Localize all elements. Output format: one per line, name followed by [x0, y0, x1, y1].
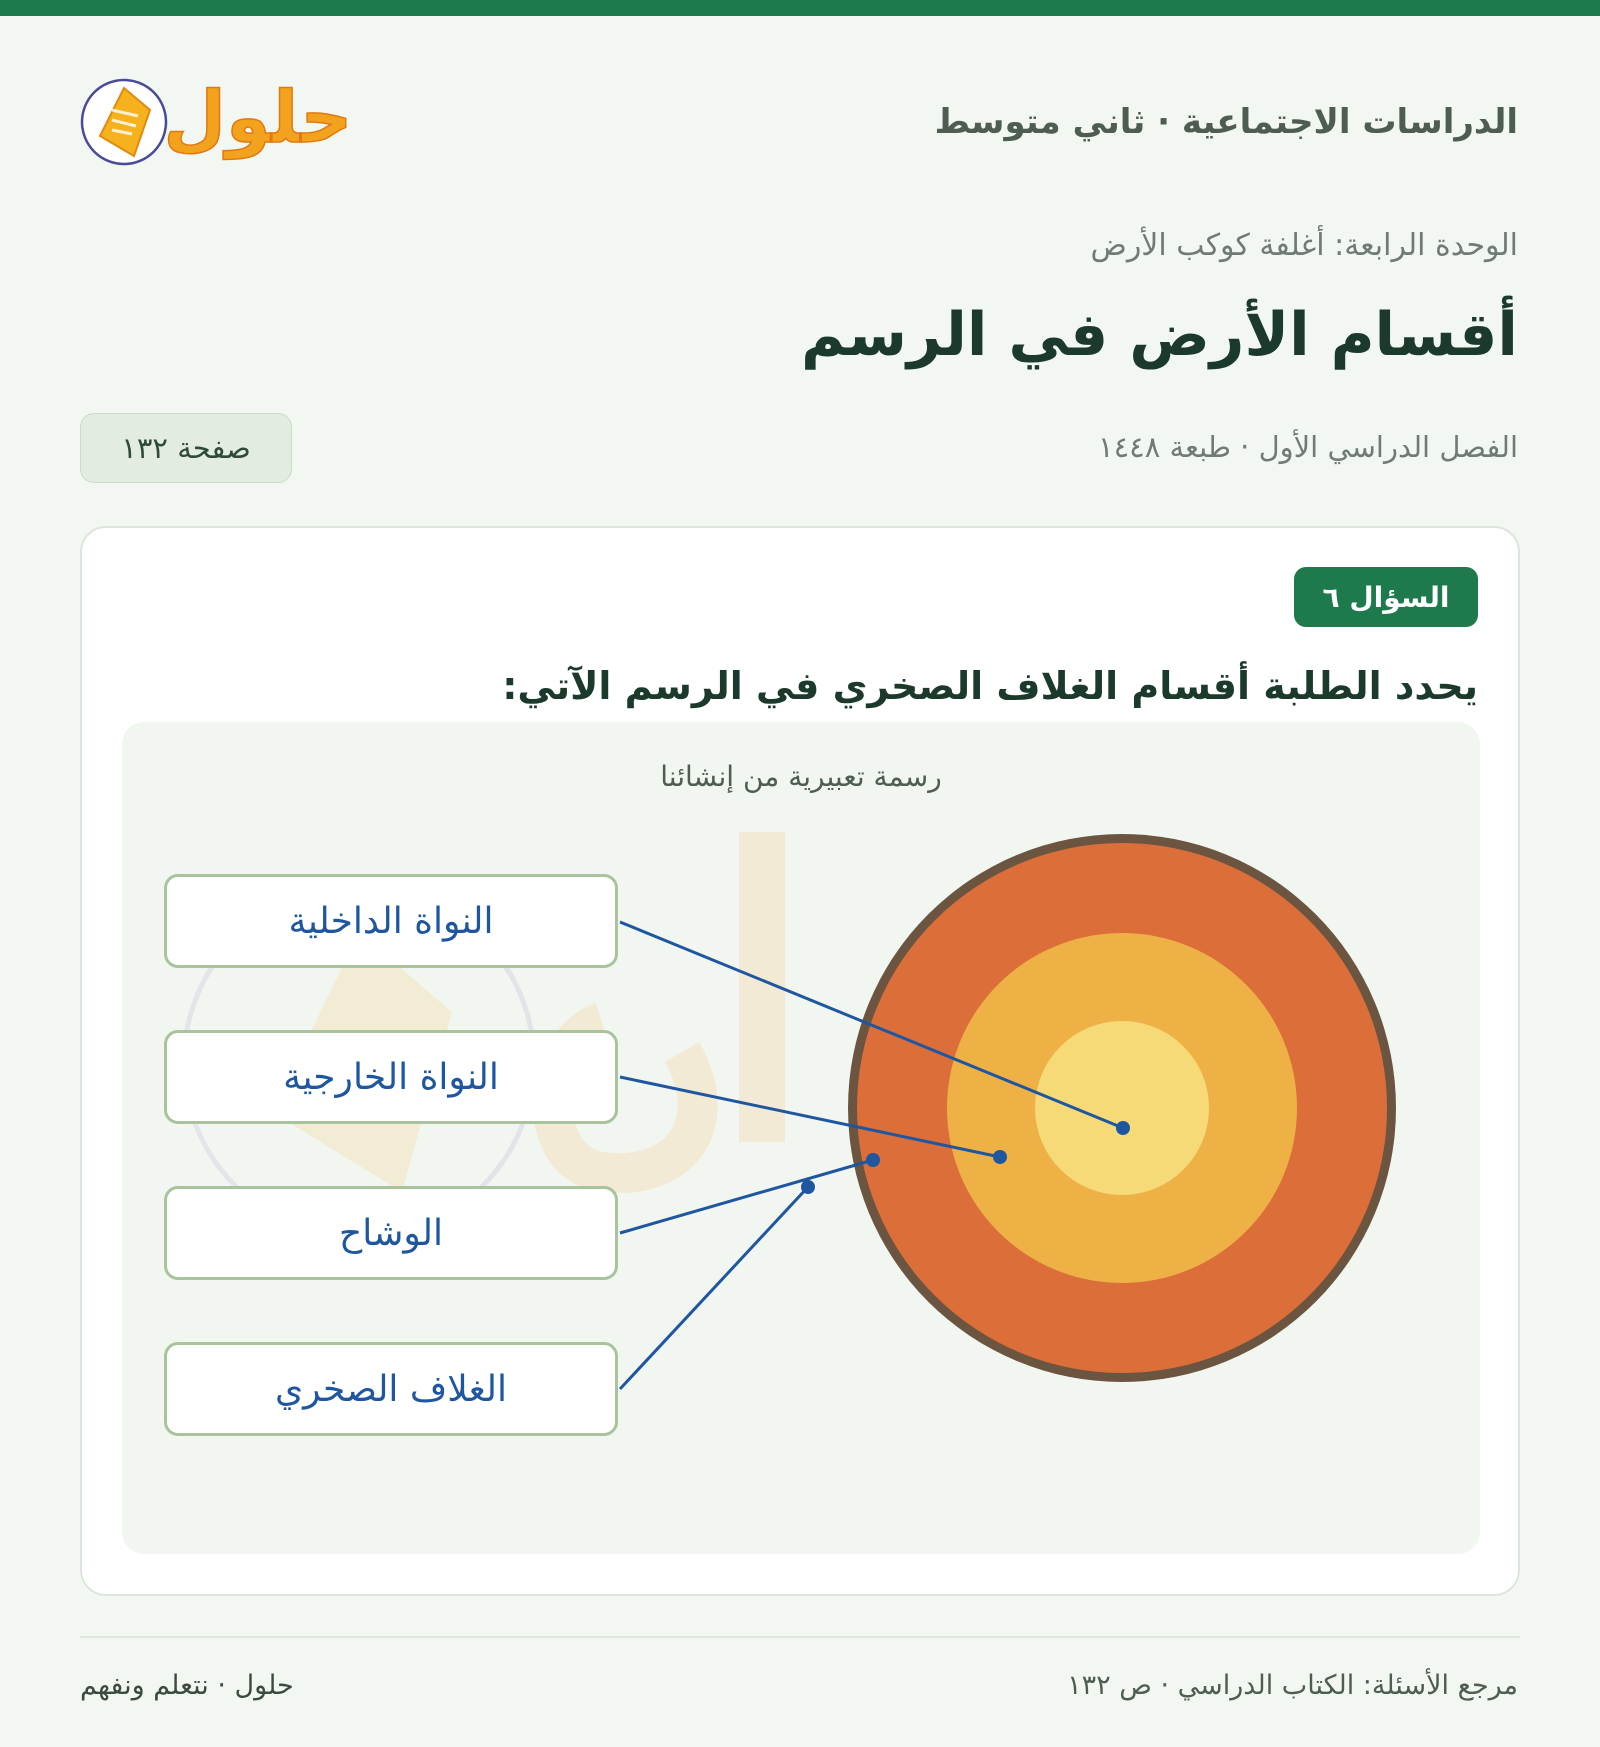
marker-mantle [866, 1153, 880, 1167]
earth-layers-figure [122, 722, 1480, 1554]
footer-divider [80, 1636, 1520, 1638]
unit-heading: الوحدة الرابعة: أغلفة كوكب الأرض [1090, 228, 1518, 263]
question-number-badge: السؤال ٦ [1294, 567, 1478, 627]
figure-caption: رسمة تعبيرية من إنشائنا [660, 760, 942, 793]
marker-inner-core [1116, 1121, 1130, 1135]
footer-brand: حلول · نتعلم ونفهم [80, 1670, 294, 1701]
label-outer-core: النواة الخارجية [164, 1030, 618, 1124]
subject-title: الدراسات الاجتماعية · ثاني متوسط [934, 102, 1518, 142]
page-number-badge: صفحة ١٣٢ [80, 413, 292, 483]
top-accent-bar [0, 0, 1600, 16]
question-prompt: يحدد الطلبة أقسام الغلاف الصخري في الرسم الآتي: [502, 664, 1478, 708]
logo-text: حلول [163, 75, 353, 159]
question-card [80, 526, 1520, 1596]
label-crust: الغلاف الصخري [164, 1342, 618, 1436]
label-inner-core: النواة الداخلية [164, 874, 618, 968]
footer-reference: مرجع الأسئلة: الكتاب الدراسي · ص ١٣٢ [1067, 1670, 1518, 1701]
page-title: أقسام الأرض في الرسم [800, 300, 1518, 370]
brand-logo[interactable] [78, 70, 358, 180]
logo-graphic [78, 70, 358, 180]
edition-info: الفصل الدراسي الأول · طبعة ١٤٤٨ [1098, 430, 1518, 464]
leader-line-crust [620, 1187, 808, 1389]
marker-outer-core [993, 1150, 1007, 1164]
marker-crust [801, 1180, 815, 1194]
label-mantle: الوشاح [164, 1186, 618, 1280]
earth-inner-core [1035, 1021, 1209, 1195]
